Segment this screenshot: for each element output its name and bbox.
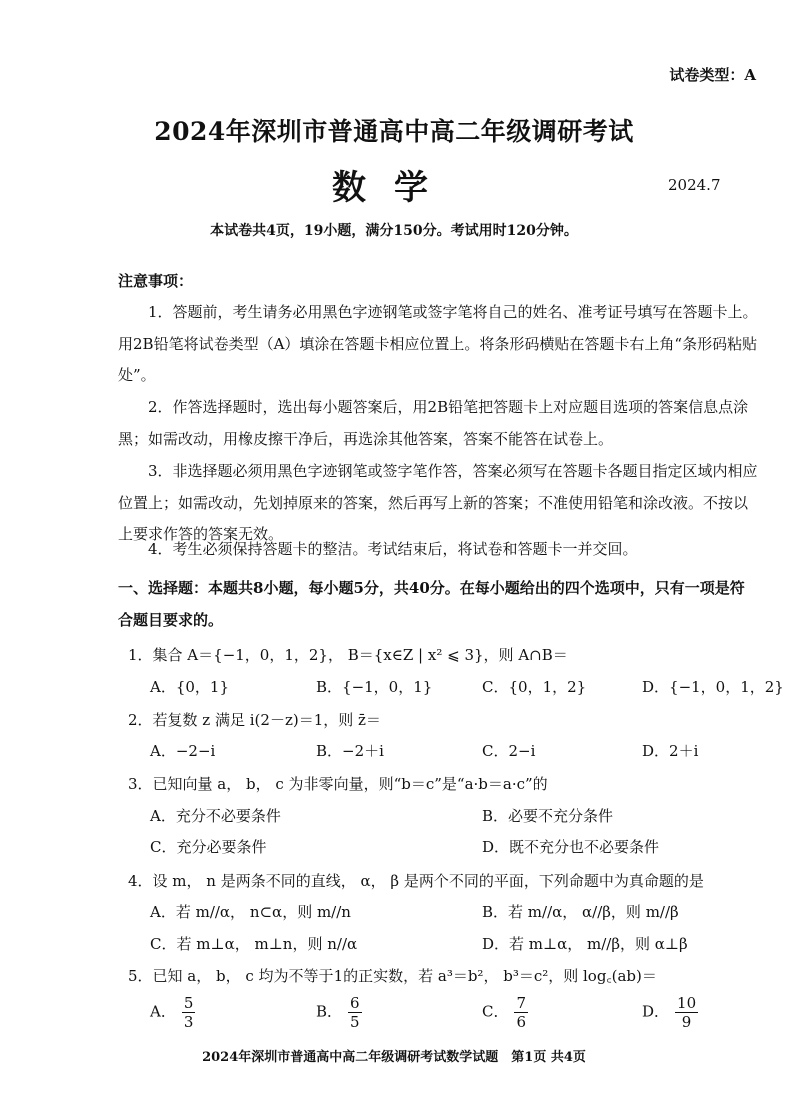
question-5-stem: 5．已知 a， b， c 均为不等于1的正实数，若 a³＝b²， b³＝c²，则 log꜀(ab)＝: [128, 967, 657, 985]
question-4-option-d: D．若 m⊥α， m//β，则 α⊥β: [482, 935, 688, 953]
numerator: 5: [183, 994, 194, 1012]
paper-type-label: 试卷类型：A: [669, 66, 756, 84]
exam-summary: 本试卷共4页，19小题，满分150分。考试用时120分钟。: [210, 223, 578, 239]
fraction: [182, 994, 196, 1031]
denominator: 9: [681, 1013, 692, 1031]
question-3-option-d: D．既不充分也不必要条件: [482, 838, 660, 856]
subject-title: 数学: [332, 168, 456, 208]
exam-date: 2024.7: [668, 176, 721, 194]
fraction: [514, 994, 528, 1031]
fraction: [348, 994, 362, 1031]
question-1-option-b: B．{−1，0，1}: [316, 678, 433, 696]
fraction: [675, 994, 698, 1031]
question-2-option-a: A．−2−i: [150, 742, 216, 760]
notice-heading: 注意事项：: [118, 272, 194, 290]
question-2-option-b: B．−2＋i: [316, 742, 384, 760]
option-letter: B．: [316, 1002, 343, 1021]
question-4-option-c: C．若 m⊥α， m⊥n，则 n//α: [150, 935, 358, 953]
option-letter: A．: [150, 1002, 176, 1021]
question-5-option-b: [316, 994, 362, 1031]
question-1-option-c: C．{0，1，2}: [482, 678, 587, 696]
denominator: 6: [516, 1013, 527, 1031]
question-2-stem: 2．若复数 z 满足 i(2－z)＝1，则 z̄＝: [128, 711, 381, 729]
denominator: 3: [183, 1013, 194, 1031]
question-1-option-d: D．{−1，0，1，2}: [642, 678, 784, 696]
option-letter: D．: [642, 1002, 670, 1021]
notice-item-4: 4．考生必须保持答题卡的整洁。考试结束后，将试卷和答题卡一并交回。: [148, 540, 638, 558]
notice-item-1: 1．答题前，考生请务必用黑色字迹钢笔或签字笔将自己的姓名、准考证号填写在答题卡上。用2B铅笔将试卷类型（A）填涂在答题卡相应位置上。将条形码横贴在答题卡右上角“条形码粘贴处”。: [118, 303, 758, 384]
page-footer: 2024年深圳市普通高中高二年级调研考试数学试题 第1页 共4页: [202, 1050, 586, 1065]
question-3-stem: 3．已知向量 a， b， c 为非零向量，则“b＝c”是“a·b＝a·c”的: [128, 775, 548, 793]
numerator: 10: [677, 994, 697, 1012]
notice-item-3: 3．非选择题必须用黑色字迹钢笔或签字笔作答，答案必须写在答题卡各题目指定区域内相应位置上；如需改动，先划掉原来的答案，然后再写上新的答案；不准使用铅笔和涂改液。不按以上要求作答的答案无效。: [118, 462, 758, 543]
numerator: 6: [350, 994, 360, 1012]
option-letter: C．: [482, 1002, 509, 1021]
question-1-option-a: A．{0，1}: [150, 678, 230, 696]
exam-title: 2024年深圳市普通高中高二年级调研考试: [154, 117, 634, 146]
question-5-option-c: [482, 994, 528, 1031]
notice-item-2: 2．作答选择题时，选出每小题答案后，用2B铅笔把答题卡上对应题目选项的答案信息点涂黑；如需改动，用橡皮擦干净后，再选涂其他答案，答案不能答在试卷上。: [118, 398, 749, 448]
denominator: 5: [350, 1013, 360, 1031]
question-2-option-c: C．2−i: [482, 742, 536, 760]
question-4-option-a: A．若 m//α， n⊂α，则 m//n: [150, 903, 351, 921]
numerator: 7: [516, 994, 527, 1012]
question-4-stem: 4．设 m， n 是两条不同的直线， α， β 是两个不同的平面，下列命题中为真命题的是: [128, 872, 704, 890]
question-4-option-b: B．若 m//α， α//β，则 m//β: [482, 903, 679, 921]
question-1-stem: 1．集合 A＝{−1，0，1，2}， B＝{x∈Z | x² ⩽ 3}，则 A∩B＝: [128, 646, 568, 664]
question-3-option-b: B．必要不充分条件: [482, 807, 614, 825]
question-2-option-d: D．2＋i: [642, 742, 699, 760]
question-5-option-a: [150, 994, 195, 1031]
question-3-option-a: A．充分不必要条件: [150, 807, 281, 825]
question-3-option-c: C．充分必要条件: [150, 838, 267, 856]
section-heading-choice: 一、选择题：本题共8小题，每小题5分，共40分。在每小题给出的四个选项中，只有一项是符合题目要求的。: [118, 579, 745, 629]
question-5-option-d: [642, 994, 698, 1031]
